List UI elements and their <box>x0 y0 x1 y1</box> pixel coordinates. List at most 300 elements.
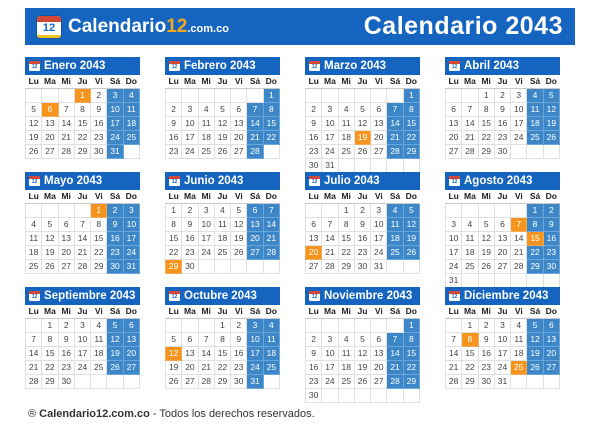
week-row <box>446 245 560 259</box>
empty-day-cell <box>371 318 387 332</box>
empty-day-cell <box>214 88 230 102</box>
empty-day-cell <box>247 88 263 102</box>
week-row <box>26 360 140 374</box>
day-cell: 25 <box>91 360 107 374</box>
day-of-week-header: Lu <box>446 75 462 88</box>
day-of-week-header: Mi <box>58 305 74 318</box>
day-of-week-header: Lu <box>166 75 182 88</box>
week-row <box>446 88 560 102</box>
month-table <box>445 190 560 288</box>
empty-day-cell <box>42 88 58 102</box>
holiday-day-cell: 1 <box>91 203 107 217</box>
day-of-week-header: Ju <box>354 75 370 88</box>
empty-day-cell <box>403 259 419 273</box>
day-cell: 16 <box>58 346 74 360</box>
day-cell: 1 <box>338 203 354 217</box>
day-cell: 2 <box>494 88 510 102</box>
day-cell: 13 <box>371 346 387 360</box>
day-of-week-header: Mi <box>198 305 214 318</box>
day-cell: 28 <box>26 374 42 388</box>
empty-day-cell <box>543 144 559 158</box>
day-cell: 2 <box>306 332 322 346</box>
weekend-day-cell: 26 <box>403 245 419 259</box>
day-cell: 10 <box>446 231 462 245</box>
day-cell: 24 <box>74 360 90 374</box>
day-cell: 7 <box>198 332 214 346</box>
month-table <box>305 75 420 173</box>
week-row <box>26 259 140 273</box>
empty-day-cell <box>511 203 527 217</box>
day-cell: 13 <box>446 116 462 130</box>
week-row <box>446 130 560 144</box>
day-cell: 25 <box>214 245 230 259</box>
weekend-day-cell: 7 <box>263 203 279 217</box>
weekend-day-cell: 16 <box>107 231 123 245</box>
month-header <box>25 172 140 190</box>
day-cell: 10 <box>322 116 338 130</box>
day-cell: 22 <box>91 245 107 259</box>
day-cell: 21 <box>446 360 462 374</box>
week-row <box>306 318 420 332</box>
day-cell: 30 <box>478 374 494 388</box>
day-cell: 23 <box>494 130 510 144</box>
day-of-week-header: Do <box>123 75 139 88</box>
day-cell: 31 <box>322 158 338 172</box>
day-cell: 28 <box>322 259 338 273</box>
day-cell: 24 <box>371 245 387 259</box>
week-row <box>26 203 140 217</box>
month-header <box>305 172 420 190</box>
day-cell: 9 <box>494 102 510 116</box>
day-cell: 30 <box>231 374 247 388</box>
logo-text <box>68 16 229 38</box>
day-of-week-header: Mi <box>338 190 354 203</box>
day-of-week-header: Sá <box>527 305 543 318</box>
day-cell: 18 <box>26 245 42 259</box>
site-logo-link[interactable] <box>37 16 229 38</box>
day-cell: 20 <box>42 130 58 144</box>
day-cell: 11 <box>462 231 478 245</box>
day-cell: 15 <box>166 231 182 245</box>
day-cell: 3 <box>511 88 527 102</box>
day-cell: 12 <box>214 116 230 130</box>
empty-day-cell <box>198 318 214 332</box>
day-cell: 10 <box>198 217 214 231</box>
day-cell: 29 <box>91 259 107 273</box>
day-cell: 9 <box>354 217 370 231</box>
day-cell: 24 <box>494 360 510 374</box>
week-row <box>166 88 280 102</box>
day-of-week-header: Sá <box>387 190 403 203</box>
week-row <box>26 116 140 130</box>
day-cell: 24 <box>198 245 214 259</box>
day-cell: 14 <box>26 346 42 360</box>
day-of-week-header: Ma <box>322 190 338 203</box>
day-cell: 27 <box>306 259 322 273</box>
day-cell: 18 <box>338 360 354 374</box>
weekend-day-cell: 9 <box>107 217 123 231</box>
day-cell: 16 <box>354 231 370 245</box>
weekend-day-cell: 2 <box>543 203 559 217</box>
day-of-week-header: Vi <box>371 75 387 88</box>
day-cell: 2 <box>354 203 370 217</box>
weekend-day-cell: 3 <box>123 203 139 217</box>
day-of-week-header: Do <box>403 305 419 318</box>
day-cell: 19 <box>478 245 494 259</box>
day-cell: 17 <box>322 360 338 374</box>
calendar-mini-icon <box>309 61 320 71</box>
day-cell: 8 <box>91 217 107 231</box>
logo-text-domain: .com.co <box>187 22 229 35</box>
weekend-day-cell: 23 <box>107 245 123 259</box>
month-header <box>25 57 140 75</box>
day-of-week-header: Ju <box>214 75 230 88</box>
day-cell: 2 <box>91 88 107 102</box>
day-of-week-header: Lu <box>446 305 462 318</box>
day-cell: 21 <box>26 360 42 374</box>
day-cell: 24 <box>182 144 198 158</box>
week-row <box>446 332 560 346</box>
holiday-day-cell: 8 <box>462 332 478 346</box>
day-cell: 22 <box>166 245 182 259</box>
day-cell: 15 <box>462 346 478 360</box>
day-of-week-header: Mi <box>338 305 354 318</box>
day-of-week-header: Vi <box>231 305 247 318</box>
day-cell: 21 <box>322 245 338 259</box>
weekend-day-cell: 21 <box>387 130 403 144</box>
day-of-week-header: Mi <box>198 190 214 203</box>
day-cell: 20 <box>182 360 198 374</box>
empty-day-cell <box>26 318 42 332</box>
day-cell: 1 <box>166 203 182 217</box>
weekend-day-cell: 4 <box>123 88 139 102</box>
day-cell: 4 <box>462 217 478 231</box>
weekend-day-cell: 29 <box>527 259 543 273</box>
day-cell: 22 <box>42 360 58 374</box>
day-of-week-header: Vi <box>371 305 387 318</box>
weekend-day-cell: 5 <box>543 88 559 102</box>
day-headers-row <box>306 305 420 318</box>
weekend-day-cell: 29 <box>403 374 419 388</box>
weekend-day-cell: 15 <box>403 346 419 360</box>
month-card <box>25 57 140 159</box>
week-row <box>306 144 420 158</box>
day-cell: 4 <box>338 332 354 346</box>
empty-day-cell <box>306 203 322 217</box>
week-row <box>166 332 280 346</box>
weekend-day-cell: 13 <box>247 217 263 231</box>
weekend-day-cell: 15 <box>263 116 279 130</box>
day-cell: 18 <box>462 245 478 259</box>
day-cell: 19 <box>354 360 370 374</box>
empty-day-cell <box>446 203 462 217</box>
weekend-day-cell: 7 <box>387 332 403 346</box>
weekend-day-cell: 17 <box>107 116 123 130</box>
empty-day-cell <box>214 259 230 273</box>
week-row <box>306 245 420 259</box>
empty-day-cell <box>198 259 214 273</box>
weekend-day-cell: 12 <box>543 102 559 116</box>
weekend-day-cell: 4 <box>387 203 403 217</box>
empty-day-cell <box>263 144 279 158</box>
weekend-day-cell: 1 <box>403 318 419 332</box>
month-table <box>305 305 420 403</box>
day-cell: 31 <box>371 259 387 273</box>
week-row <box>306 374 420 388</box>
week-row <box>26 231 140 245</box>
day-cell: 11 <box>511 332 527 346</box>
day-cell: 24 <box>511 130 527 144</box>
empty-day-cell <box>387 318 403 332</box>
day-cell: 11 <box>338 116 354 130</box>
month-card <box>165 57 280 159</box>
weekend-day-cell: 14 <box>247 116 263 130</box>
empty-day-cell <box>123 144 139 158</box>
weekend-day-cell: 25 <box>387 245 403 259</box>
week-row <box>306 102 420 116</box>
weekend-day-cell: 13 <box>543 332 559 346</box>
calendar-icon-bottom-bar <box>37 35 61 38</box>
day-cell: 30 <box>91 144 107 158</box>
weekend-day-cell: 21 <box>387 360 403 374</box>
weekend-day-cell: 18 <box>527 116 543 130</box>
month-table <box>165 75 280 159</box>
week-row <box>306 203 420 217</box>
day-cell: 5 <box>354 102 370 116</box>
day-cell: 11 <box>198 116 214 130</box>
day-cell: 7 <box>58 102 74 116</box>
empty-day-cell <box>231 259 247 273</box>
day-cell: 29 <box>338 259 354 273</box>
day-of-week-header: Ma <box>42 305 58 318</box>
day-cell: 11 <box>214 217 230 231</box>
day-cell: 27 <box>371 144 387 158</box>
weekend-day-cell: 1 <box>527 203 543 217</box>
day-cell: 9 <box>306 346 322 360</box>
day-cell: 20 <box>371 130 387 144</box>
day-cell: 31 <box>494 374 510 388</box>
day-cell: 16 <box>231 346 247 360</box>
empty-day-cell <box>511 374 527 388</box>
calendar-mini-icon <box>449 176 460 186</box>
week-row <box>26 318 140 332</box>
empty-day-cell <box>26 203 42 217</box>
day-cell: 2 <box>231 318 247 332</box>
month-card <box>25 287 140 389</box>
day-cell: 8 <box>338 217 354 231</box>
empty-day-cell <box>387 388 403 402</box>
empty-day-cell <box>354 158 370 172</box>
day-cell: 1 <box>42 318 58 332</box>
weekend-day-cell: 26 <box>543 130 559 144</box>
week-row <box>306 360 420 374</box>
mini-icon-number: 12 <box>311 64 318 70</box>
day-cell: 28 <box>462 144 478 158</box>
weekend-day-cell: 6 <box>123 318 139 332</box>
day-of-week-header: Sá <box>387 305 403 318</box>
day-of-week-header: Ju <box>74 305 90 318</box>
day-cell: 20 <box>371 360 387 374</box>
weekend-day-cell: 27 <box>543 360 559 374</box>
day-cell: 5 <box>354 332 370 346</box>
day-cell: 3 <box>198 203 214 217</box>
day-cell: 19 <box>231 231 247 245</box>
day-of-week-header: Mi <box>58 190 74 203</box>
week-row <box>446 231 560 245</box>
month-header <box>305 57 420 75</box>
day-of-week-header: Ju <box>494 190 510 203</box>
weekend-day-cell: 15 <box>403 116 419 130</box>
day-cell: 6 <box>306 217 322 231</box>
empty-day-cell <box>166 318 182 332</box>
empty-day-cell <box>182 318 198 332</box>
weekend-day-cell: 26 <box>527 360 543 374</box>
weekend-day-cell: 28 <box>247 144 263 158</box>
day-cell: 28 <box>74 259 90 273</box>
weekend-day-cell: 25 <box>263 360 279 374</box>
day-of-week-header: Ju <box>214 305 230 318</box>
day-cell: 6 <box>182 332 198 346</box>
week-row <box>446 374 560 388</box>
day-cell: 23 <box>306 374 322 388</box>
weekend-day-cell: 3 <box>107 88 123 102</box>
mini-icon-number: 12 <box>171 179 178 185</box>
weekend-day-cell: 11 <box>387 217 403 231</box>
day-cell: 17 <box>322 130 338 144</box>
holiday-day-cell: 29 <box>166 259 182 273</box>
day-of-week-header: Ju <box>494 305 510 318</box>
day-cell: 23 <box>58 360 74 374</box>
holiday-day-cell: 6 <box>42 102 58 116</box>
day-cell: 30 <box>306 158 322 172</box>
mini-icon-number: 12 <box>31 294 38 300</box>
day-of-week-header: Ma <box>182 190 198 203</box>
day-of-week-header: Ma <box>462 305 478 318</box>
week-row <box>306 130 420 144</box>
month-table <box>305 190 420 274</box>
week-row <box>306 332 420 346</box>
day-cell: 2 <box>58 318 74 332</box>
day-cell: 30 <box>494 144 510 158</box>
weekend-day-cell: 18 <box>123 116 139 130</box>
day-cell: 3 <box>371 203 387 217</box>
week-row <box>26 217 140 231</box>
week-row <box>166 245 280 259</box>
day-of-week-header: Mi <box>338 75 354 88</box>
empty-day-cell <box>322 203 338 217</box>
month-table <box>165 305 280 389</box>
weekend-day-cell: 22 <box>527 245 543 259</box>
day-cell: 5 <box>26 102 42 116</box>
day-of-week-header: Do <box>263 305 279 318</box>
weekend-day-cell: 20 <box>123 346 139 360</box>
day-cell: 11 <box>91 332 107 346</box>
day-cell: 19 <box>214 130 230 144</box>
day-of-week-header: Mi <box>478 190 494 203</box>
weekend-day-cell: 1 <box>263 88 279 102</box>
day-cell: 13 <box>371 116 387 130</box>
day-cell: 29 <box>42 374 58 388</box>
day-cell: 10 <box>182 116 198 130</box>
weekend-day-cell: 2 <box>107 203 123 217</box>
day-cell: 17 <box>494 346 510 360</box>
month-title: Enero 2043 <box>44 60 106 72</box>
day-cell: 5 <box>42 217 58 231</box>
month-table <box>165 190 280 274</box>
week-row <box>166 102 280 116</box>
month-card <box>165 287 280 389</box>
month-header <box>165 287 280 305</box>
day-of-week-header: Sá <box>107 190 123 203</box>
day-cell: 7 <box>322 217 338 231</box>
day-cell: 27 <box>58 259 74 273</box>
day-cell: 28 <box>511 259 527 273</box>
site-header <box>25 8 575 45</box>
day-of-week-header: Vi <box>231 190 247 203</box>
day-cell: 4 <box>511 318 527 332</box>
page-title: Calendario 2043 <box>363 12 563 40</box>
day-cell: 23 <box>182 245 198 259</box>
day-cell: 3 <box>74 318 90 332</box>
day-of-week-header: Lu <box>306 75 322 88</box>
day-cell: 29 <box>478 144 494 158</box>
day-cell: 14 <box>198 346 214 360</box>
day-cell: 12 <box>231 217 247 231</box>
weekend-day-cell: 12 <box>107 332 123 346</box>
day-cell: 17 <box>182 130 198 144</box>
week-row <box>306 116 420 130</box>
day-cell: 28 <box>58 144 74 158</box>
day-headers-row <box>166 305 280 318</box>
weekend-day-cell: 31 <box>247 374 263 388</box>
weekend-day-cell: 24 <box>247 360 263 374</box>
footer-brand-link[interactable]: Calendario12.com.co <box>39 408 150 420</box>
weekend-day-cell: 28 <box>263 245 279 259</box>
day-cell: 9 <box>182 217 198 231</box>
calendar-mini-icon <box>309 291 320 301</box>
day-cell: 10 <box>74 332 90 346</box>
weekend-day-cell: 31 <box>107 144 123 158</box>
day-cell: 16 <box>166 130 182 144</box>
month-header <box>445 172 560 190</box>
day-cell: 23 <box>306 144 322 158</box>
day-cell: 13 <box>182 346 198 360</box>
weekend-day-cell: 7 <box>247 102 263 116</box>
calendar-mini-icon <box>449 291 460 301</box>
weekend-day-cell: 7 <box>387 102 403 116</box>
day-of-week-header: Mi <box>58 75 74 88</box>
day-cell: 29 <box>214 374 230 388</box>
day-of-week-header: Ma <box>42 75 58 88</box>
weekend-day-cell: 20 <box>543 346 559 360</box>
day-of-week-header: Lu <box>306 190 322 203</box>
day-cell: 26 <box>214 144 230 158</box>
weekend-day-cell: 18 <box>387 231 403 245</box>
day-cell: 3 <box>446 217 462 231</box>
weekend-day-cell: 11 <box>263 332 279 346</box>
day-cell: 13 <box>58 231 74 245</box>
day-cell: 4 <box>338 102 354 116</box>
day-cell: 3 <box>322 102 338 116</box>
footer <box>25 408 575 420</box>
calendar-mini-icon <box>449 61 460 71</box>
day-cell: 9 <box>166 116 182 130</box>
day-of-week-header: Sá <box>107 75 123 88</box>
week-row <box>166 346 280 360</box>
day-of-week-header: Vi <box>91 190 107 203</box>
day-cell: 30 <box>182 259 198 273</box>
day-cell: 22 <box>478 130 494 144</box>
